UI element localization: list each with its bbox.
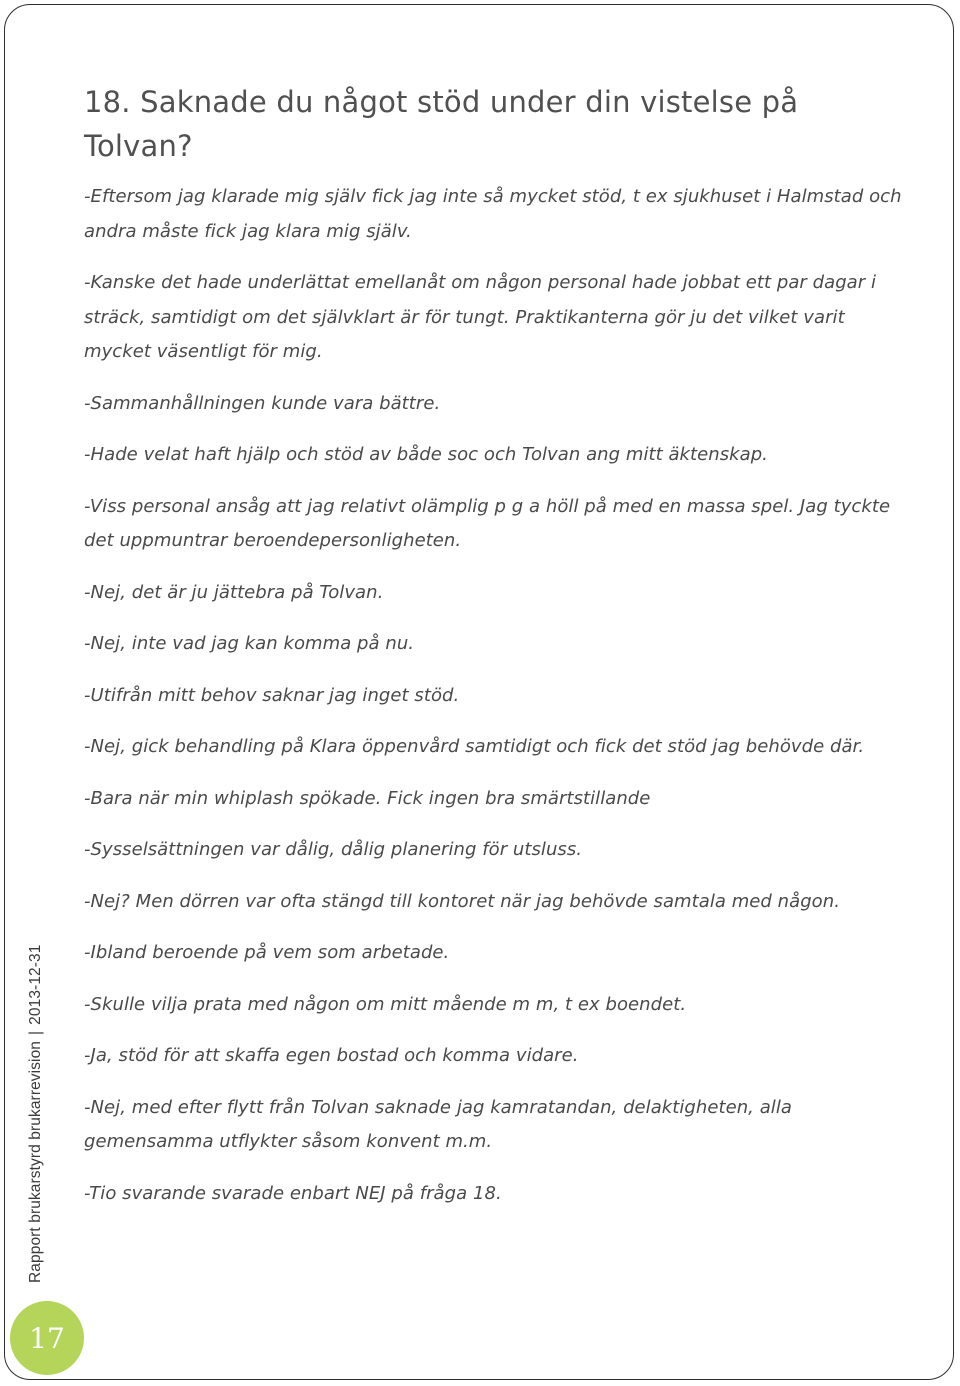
response-item: -Nej? Men dörren var ofta stängd till kontoret när jag behövde samtala med någon. [84, 890, 840, 912]
response-item: -Sammanhållningen kunde vara bättre. [84, 392, 441, 414]
document-body [84, 80, 904, 1228]
response-item: -Ja, stöd för att skaffa egen bostad och komma vidare. [84, 1045, 579, 1066]
response-item: -Kanske det hade underlättat emellanåt om någon personal hade jobbat ett par dagar i sträck, samtidigt om det självklart är för tungt. Praktikanterna gör ju det vilket varit mycket väsentligt för mig. [84, 272, 877, 362]
report-title: Rapport brukarstyrd brukarrevision [27, 1040, 44, 1283]
response-item: -Utifrån mitt behov saknar jag inget stöd. [84, 684, 460, 706]
question-heading: 18. Saknade du något stöd under din vistelse på Tolvan? [84, 85, 799, 163]
response-item: -Ibland beroende på vem som arbetade. [84, 942, 450, 963]
response-item: -Tio svarande svarade enbart NEJ på fråga 18. [84, 1182, 502, 1204]
sidebar-report-label [27, 945, 45, 1283]
response-item: -Nej, inte vad jag kan komma på nu. [84, 633, 415, 654]
page-number-badge [10, 1301, 84, 1375]
response-item: -Nej, med efter flytt från Tolvan saknade jag kamratandan, delaktigheten, alla gemensamma utflykter såsom konvent m.m. [84, 1096, 792, 1152]
response-item: -Nej, gick behandling på Klara öppenvård samtidigt och fick det stöd jag behövde där. [84, 736, 865, 757]
response-item: -Hade velat haft hjälp och stöd av både soc och Tolvan ang mitt äktenskap. [84, 444, 768, 465]
response-item: -Nej, det är ju jättebra på Tolvan. [84, 581, 384, 603]
response-item: -Skulle vilja prata med någon om mitt mående m m, t ex boendet. [84, 993, 687, 1015]
response-item: -Eftersom jag klarade mig själv fick jag inte så mycket stöd, t ex sjukhuset i Halmstad och andra måste fick jag klara mig själv. [84, 186, 902, 242]
response-item: -Viss personal ansåg att jag relativt olämplig p g a höll på med en massa spel. Jag tyckte det uppmuntrar beroendepersonligheten. [84, 495, 891, 551]
report-date: 2013-12-31 [27, 944, 44, 1025]
response-item: -Bara när min whiplash spökade. Fick ingen bra smärtstillande [84, 787, 651, 809]
sidebar-separator: | [27, 1030, 44, 1035]
page-number: 17 [29, 1321, 65, 1355]
response-item: -Sysselsättningen var dålig, dålig planering för utsluss. [84, 839, 583, 860]
